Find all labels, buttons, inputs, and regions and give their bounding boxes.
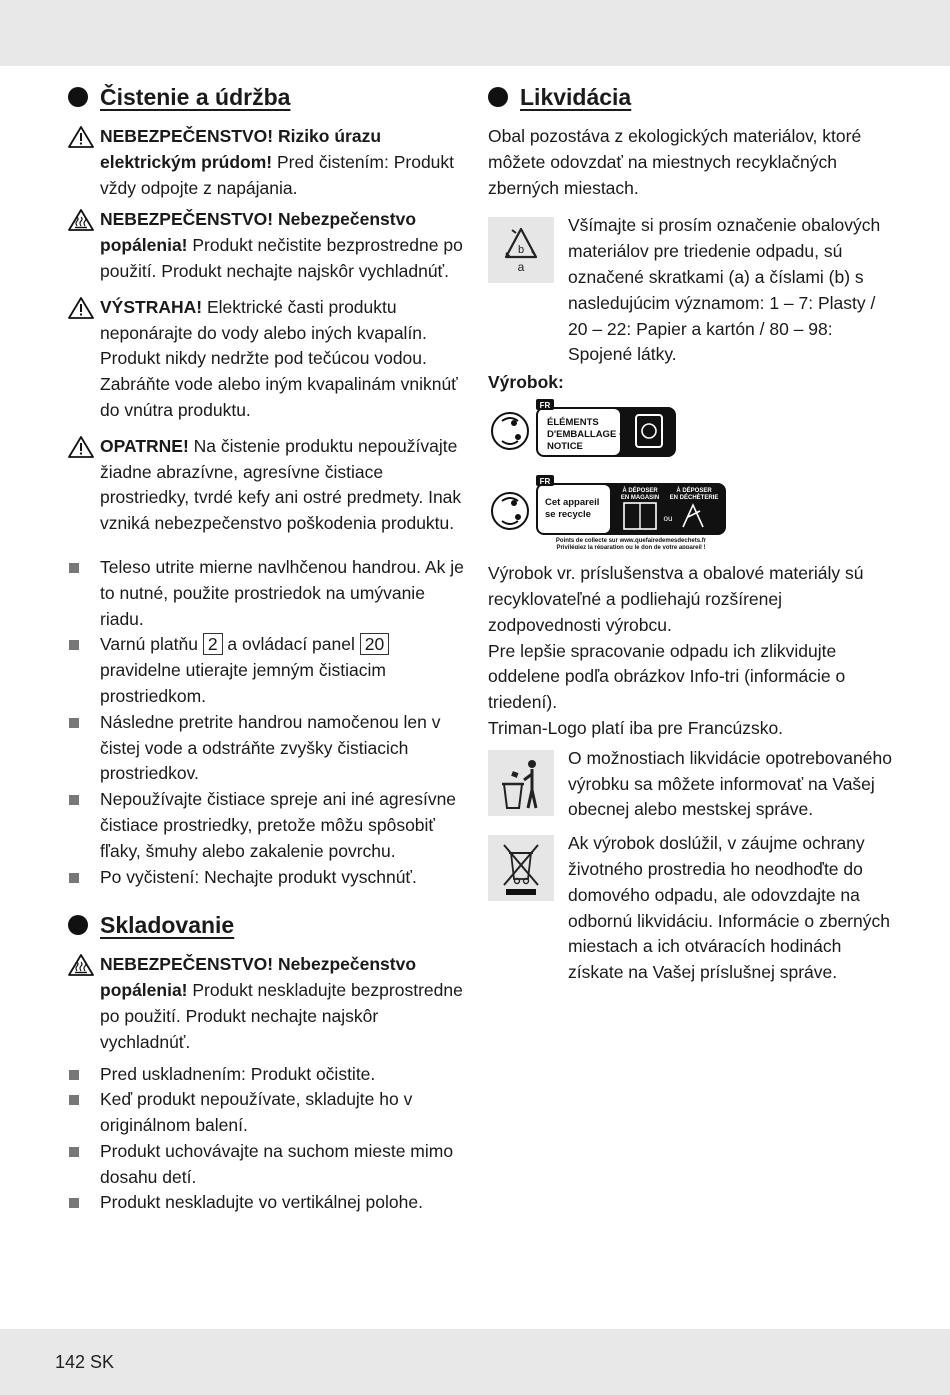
bullet-square-icon xyxy=(69,563,79,573)
warning-burn: NEBEZPEČENSTVO! Nebezpečenstvo popálenia! Produkt nečistite bezprostredne po použití. Produkt nechajte najskôr vychladnúť. xyxy=(68,207,468,284)
litter-bin-icon xyxy=(488,750,554,816)
warning-triangle-icon xyxy=(68,126,94,148)
warning-careful: OPATRNE! Na čistenie produktu nepoužívajte žiadne abrazívne, agresívne čistiace prostriedky, tvrdé kefy ani ostré predmety. Inak vzniká nebezpečenstvo poškodenia produktu. xyxy=(68,434,468,537)
svg-text:EN MAGASIN: EN MAGASIN xyxy=(620,495,660,502)
list-item: Následne pretrite handrou namočenou len v čistej vode a odstráňte zvyšky čistiacich prostriedkov. xyxy=(68,710,468,787)
product-label: Výrobok: xyxy=(488,372,564,393)
svg-text:Privilégiez la réparation ou l: Privilégiez la réparation ou le don de votre appareil ! xyxy=(556,545,706,550)
top-bar xyxy=(0,0,950,66)
bullet-square-icon xyxy=(69,640,79,650)
weee-info: Ak výrobok doslúžil, v záujme ochrany životného prostredia ho neodhoďte do domového odpadu, ale odovzdajte na odbornú likvidáciu. Informácie o zberných miestach a ich otváracích hodinách získate na Vašej príslušnej správe. xyxy=(488,831,898,986)
bullet-square-icon xyxy=(69,718,79,728)
hot-surface-warning-icon xyxy=(68,209,94,231)
svg-text:D'EMBALLAGE +: D'EMBALLAGE + xyxy=(547,429,625,441)
svg-text:ou: ou xyxy=(663,514,673,524)
svg-text:Cet appareil: Cet appareil xyxy=(545,497,600,509)
warning-storage-burn: NEBEZPEČENSTVO! Nebezpečenstvo popálenia! Produkt neskladujte bezprostredne po použití. Produkt nechajte najskôr vychladnúť. xyxy=(68,952,468,1055)
warning-triangle-icon xyxy=(68,297,94,319)
disposal-intro: Obal pozostáva z ekologických materiálov, ktoré môžete odovzdať na miestnych recyklačných zberných miestach. xyxy=(488,126,862,198)
weee-icon-box xyxy=(488,835,554,901)
disposal-heading: Likvidácia xyxy=(488,80,898,114)
bullet-square-icon xyxy=(69,873,79,883)
bullet-square-icon xyxy=(69,1095,79,1105)
svg-text:se recycle: se recycle xyxy=(545,509,591,521)
recycling-icon xyxy=(488,217,554,283)
recycling-paragraph: Výrobok vr. príslušenstva a obalové materiály sú recyklovateľné a podliehajú rozšírenej zodpovednosti výrobcu. xyxy=(488,563,864,635)
triman-note: Triman-Logo platí iba pre Francúzsko. xyxy=(488,717,784,738)
info-tri-paragraph: Pre lepšie spracovanie odpadu ich zlikvidujte oddelene podľa obrázkov Info-tri (informácie o triedení). xyxy=(488,640,846,713)
svg-text:À DÉPOSER: À DÉPOSER xyxy=(622,488,658,495)
crossed-bin-icon xyxy=(488,835,554,901)
hot-surface-warning-icon xyxy=(68,954,94,976)
svg-text:À DÉPOSER: À DÉPOSER xyxy=(676,488,712,495)
storage-heading: Skladovanie xyxy=(68,908,468,942)
triman-icon xyxy=(492,413,528,449)
bullet-square-icon xyxy=(69,1147,79,1157)
list-item: Produkt uchovávajte na suchom mieste mimo dosahu detí. xyxy=(68,1139,468,1191)
svg-text:FR: FR xyxy=(539,401,551,411)
bottom-bar xyxy=(0,1329,950,1395)
svg-text:Points de collecte sur www.que: Points de collecte sur www.quefairedemesdechets.fr xyxy=(555,538,707,545)
bullet-square-icon xyxy=(69,1070,79,1080)
page-number: 142 SK xyxy=(55,1352,115,1372)
svg-text:b: b xyxy=(517,244,525,257)
svg-text:NOTICE: NOTICE xyxy=(547,441,583,453)
list-item: Nepoužívajte čistiace spreje ani iné agresívne čistiace prostriedky, pretože môžu spôsobiť fľaky, šmuhy alebo zakalenie povrchu. xyxy=(68,787,468,864)
warning-water: VÝSTRAHA! Elektrické časti produktu neponárajte do vody alebo iných kvapalín. Produkt nikdy nedržte pod tečúcou vodou. Zabráňte vode alebo iným kvapalinám vniknúť do vnútra produktu. xyxy=(68,295,468,424)
svg-text:ÉLÉMENTS: ÉLÉMENTS xyxy=(547,417,599,429)
bullet-square-icon xyxy=(69,1198,79,1208)
recycling-icon-box xyxy=(488,217,554,283)
left-column xyxy=(68,80,468,1216)
right-column xyxy=(488,80,898,986)
list-item: Keď produkt nepoužívate, skladujte ho v originálnom balení. xyxy=(68,1087,468,1139)
cleaning-heading: Čistenie a údržba xyxy=(68,80,468,114)
svg-text:EN DÉCHÈTERIE: EN DÉCHÈTERIE xyxy=(669,495,719,502)
warning-electric: NEBEZPEČENSTVO! Riziko úrazu elektrickým prúdom! Pred čistením: Produkt vždy odpojte z napájania. xyxy=(68,124,468,201)
bullet-square-icon xyxy=(69,795,79,805)
part-number-2: 2 xyxy=(203,633,223,655)
heading-bullet-icon xyxy=(68,87,88,107)
list-item: Teleso utrite mierne navlhčenou handrou. Ak je to nutné, použite prostriedok na umývanie riadu. xyxy=(68,555,468,632)
list-item: Produkt neskladujte vo vertikálnej polohe. xyxy=(68,1190,468,1216)
triman-logos xyxy=(488,399,733,549)
trash-icon-box xyxy=(488,750,554,816)
heading-bullet-icon xyxy=(68,915,88,935)
list-item: Pred uskladnením: Produkt očistite. xyxy=(68,1062,468,1088)
svg-text:a: a xyxy=(517,260,525,275)
part-number-20: 20 xyxy=(360,633,389,655)
list-item: Po vyčistení: Nechajte produkt vyschnúť. xyxy=(68,865,468,891)
disposal-info: O možnostiach likvidácie opotrebovaného výrobku sa môžete informovať na Vašej obecnej alebo mestskej správe. xyxy=(488,746,898,823)
warning-triangle-icon xyxy=(68,436,94,458)
recycling-info: b a Všímajte si prosím označenie obalových materiálov pre triedenie odpadu, sú označené skratkami (a) a číslami (b) s nasledujúcim významom: 1 – 7: Plasty / 20 – 22: Papier a kartón / 80 – 98: Spojené látky. xyxy=(488,213,898,368)
heading-bullet-icon xyxy=(488,87,508,107)
list-item: Varnú platňu 2 a ovládací panel 20 pravidelne utierajte jemným čistiacim prostriedkom. xyxy=(68,632,468,709)
svg-text:FR: FR xyxy=(539,477,551,487)
